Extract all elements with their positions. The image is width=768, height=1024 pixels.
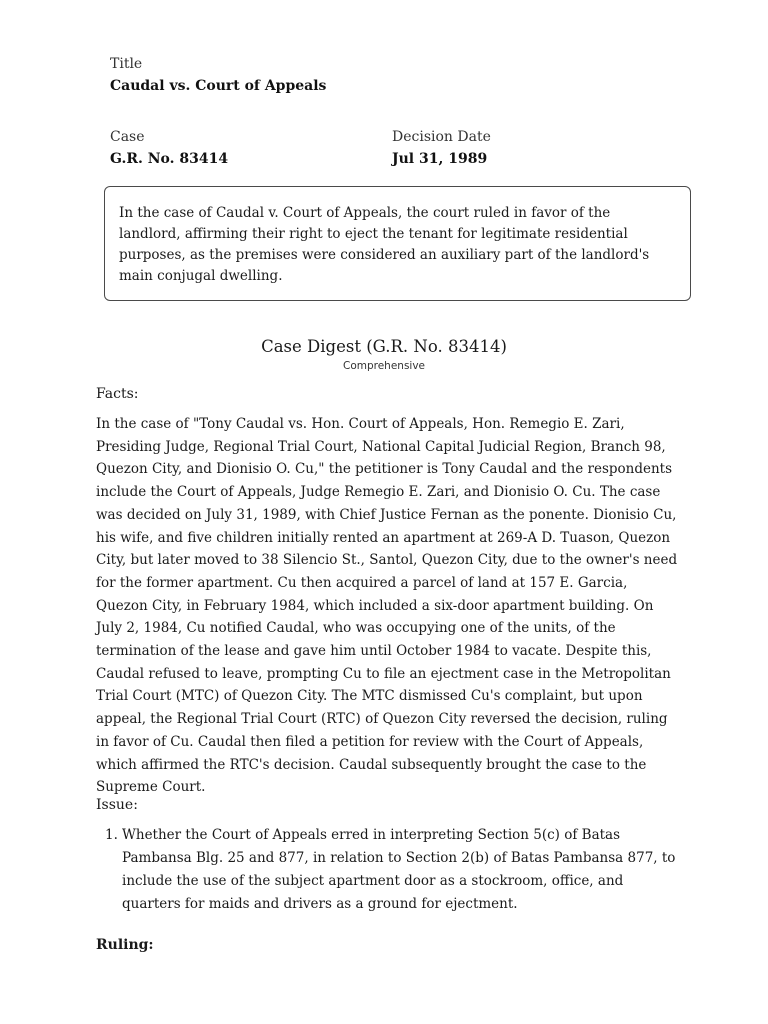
facts-paragraph: In the case of "Tony Caudal vs. Hon. Court of Appeals, Hon. Remegio E. Zari, Presiding Judge, Regional Trial Court, National Capital Judicial Region, Branch 98, Quezon City, and Dionisio O. Cu," the petitioner is Tony Caudal and the respondents include the Court of Appeals, Judge Remegio E. Zari, and Dionisio O. Cu. The case was decided on July 31, 1989, with Chief Justice Fernan as the ponente. Dionisio Cu, his wife, and five children initially rented an apartment at 269-A D. Tuason, Quezon City, but later moved to 38 Silencio St., Santol, Quezon City, due to the owner's need for the former apartment. Cu then acquired a parcel of land at 157 E. Garcia, Quezon City, in February 1984, which included a six-door apartment building. On July 2, 1984, Cu notified Caudal, who was occupying one of the units, of the termination of the lease and gave him until October 1984 to vacate. Despite this, Caudal refused to leave, prompting Cu to file an ejectment case in the Metropolitan Trial Court (MTC) of Quezon City. The MTC dismissed Cu's complaint, but upon appeal, the Regional Trial Court (RTC) of Quezon City reversed the decision, ruling in favor of Cu. Caudal then filed a petition for review with the Court of Appeals, which affirmed the RTC's decision. Caudal subsequently brought the case to the Supreme Court. bbox=[96, 416, 678, 796]
case-title: Caudal vs. Court of Appeals bbox=[110, 78, 327, 94]
issue-item bbox=[96, 824, 678, 916]
decision-date: Jul 31, 1989 bbox=[392, 151, 488, 167]
digest-subtitle: Comprehensive bbox=[342, 360, 426, 372]
title-label: Title bbox=[110, 56, 143, 72]
case-number: G.R. No. 83414 bbox=[110, 151, 229, 167]
issue-list bbox=[96, 824, 678, 916]
ruling-heading: Ruling: bbox=[96, 937, 154, 953]
issue-heading: Issue: bbox=[96, 797, 138, 813]
facts-heading: Facts: bbox=[96, 386, 139, 402]
issue-text: Whether the Court of Appeals erred in interpreting Section 5(c) of Batas Pambansa Blg. 25 and 877, in relation to Section 2(b) of Batas Pambansa 877, to include the use of the subject apartment door as a stockroom, office, and quarters for maids and drivers as a ground for ejectment. bbox=[122, 827, 676, 912]
summary-text: In the case of Caudal v. Court of Appeals, the court ruled in favor of the landlord, affirming their right to eject the tenant for legitimate residential purposes, as the premises were considered an auxiliary part of the landlord's main conjugal dwelling. bbox=[119, 205, 650, 284]
summary-box bbox=[104, 186, 691, 301]
issue-number: 1. bbox=[105, 827, 118, 843]
case-number-label: Case bbox=[110, 129, 145, 145]
decision-date-label: Decision Date bbox=[392, 129, 491, 145]
digest-title: Case Digest (G.R. No. 83414) bbox=[261, 337, 507, 356]
